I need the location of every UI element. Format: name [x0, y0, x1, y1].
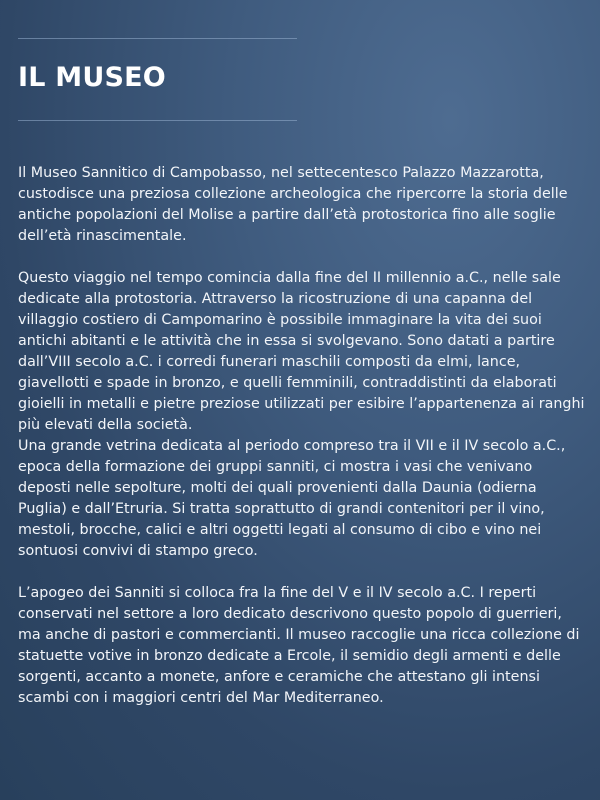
museum-description: [18, 163, 588, 730]
page-title: IL MUSEO: [18, 62, 166, 93]
title-bottom-divider: [18, 120, 297, 121]
paragraph-intro: Il Museo Sannitico di Campobasso, nel settecentesco Palazzo Mazzarotta, custodisce una preziosa collezione archeologica che ripercorre la storia delle antiche popolazioni del Molise a partire dall’età protostorica fino alle soglie dell’età rinascimentale.: [18, 165, 568, 244]
paragraph-samnites: L’apogeo dei Sanniti si colloca fra la fine del V e il IV secolo a.C. I reperti conservati nel settore a loro dedicato descrivono questo popolo di guerrieri, ma anche di pastori e commercianti. Il museo raccoglie una ricca collezione di statuette votive in bronzo dedicate a Ercole, il semidio degli armenti e delle sorgenti, accanto a monete, anfore e ceramiche che attestano gli intensi scambi con i maggiori centri del Mar Mediterraneo.: [18, 585, 580, 706]
title-top-divider: [18, 38, 297, 39]
paragraph-showcase: Una grande vetrina dedicata al periodo compreso tra il VII e il IV secolo a.C., epoca della formazione dei gruppi sanniti, ci mostra i vasi che venivano deposti nelle sepolture, molti dei quali provenienti dalla Daunia (odierna Puglia) e dall’Etruria. Si tratta soprattutto di grandi contenitori per il vino, mestoli, brocche, calici e altri oggetti legati al consumo di cibo e vino nei sontuosi convivi di stampo greco.: [18, 438, 566, 559]
paragraph-protohistory: Questo viaggio nel tempo comincia dalla fine del II millennio a.C., nelle sale dedicate alla protostoria. Attraverso la ricostruzione di una capanna del villaggio costiero di Campomarino è possibile immaginare la vita dei suoi antichi abitanti e le attività che in essa si svolgevano. Sono datati a partire dall’VIII secolo a.C. i corredi funerari maschili composti da elmi, lance, giavellotti e spade in bronzo, e quelli femminili, contraddistinti da elaborati gioielli in metalli e pietre preziose utilizzati per esibire l’appartenenza ai ranghi più elevati della società.: [18, 270, 585, 433]
